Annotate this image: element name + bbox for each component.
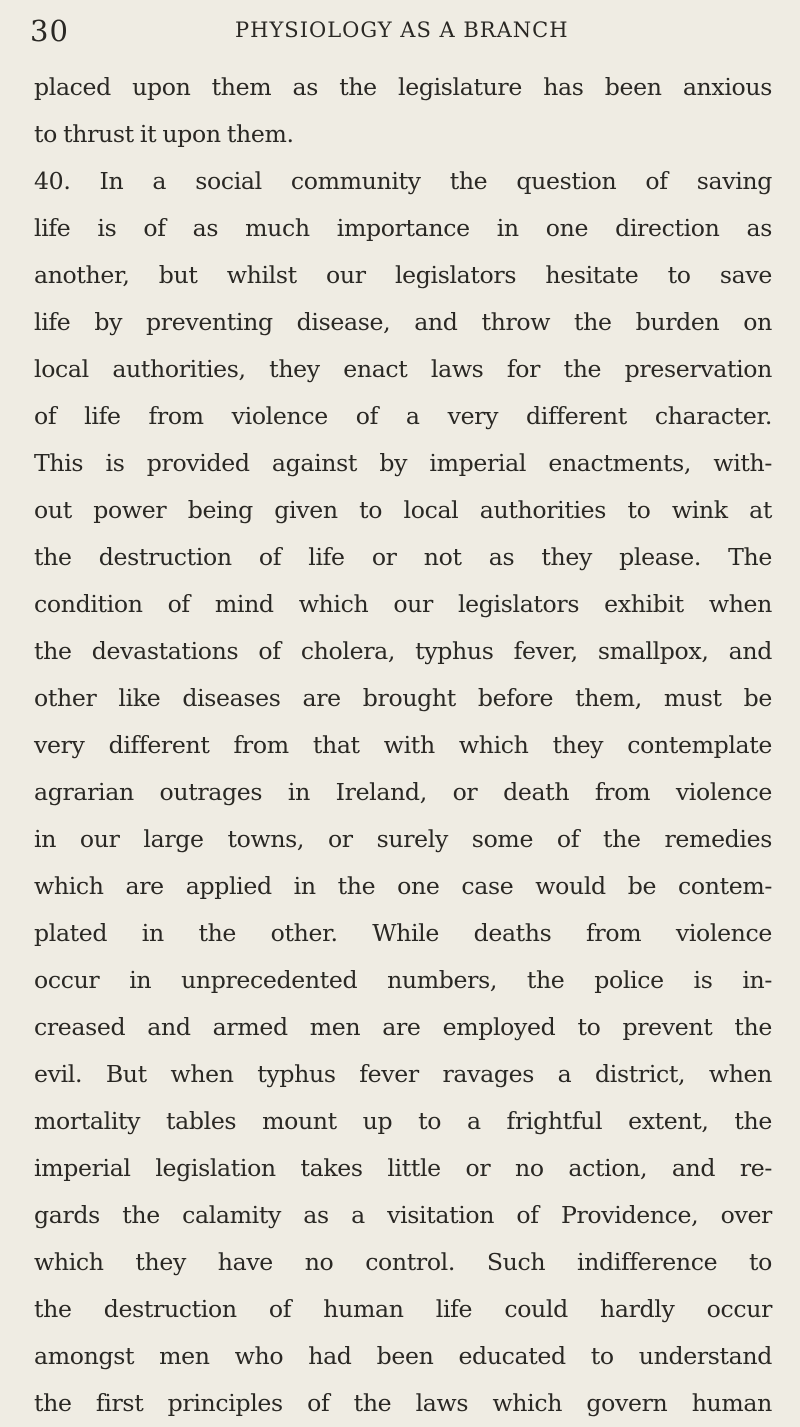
text-line: amongst men who had been educated to understand [34,1342,772,1370]
text-line: which they have no control. Such indifference to [34,1248,772,1276]
text-line: of life from violence of a very different character. [34,402,772,430]
text-line: creased and armed men are employed to prevent the [34,1013,772,1041]
running-head: PHYSIOLOGY AS A BRANCH [235,18,569,42]
text-line: very different from that with which they contemplate [34,731,772,759]
text-line: the destruction of life or not as they please. The [34,543,772,571]
text-line: another, but whilst our legislators hesitate to save [34,261,772,289]
text-line: occur in unprecedented numbers, the police is in- [34,966,772,994]
text-line: life by preventing disease, and throw the burden on [34,308,772,336]
text-line: agrarian outrages in Ireland, or death from violence [34,778,772,806]
text-line: evil. But when typhus fever ravages a district, when [34,1060,772,1088]
page-header [30,14,770,54]
text-line: the destruction of human life could hardly occur [34,1295,772,1323]
text-line: in our large towns, or surely some of the remedies [34,825,772,853]
text-line: local authorities, they enact laws for the preservation [34,355,772,383]
body-text [34,64,772,1427]
text-line: mortality tables mount up to a frightful extent, the [34,1107,772,1135]
text-line: to thrust it upon them. [34,120,294,148]
text-line: the devastations of cholera, typhus fever, smallpox, and [34,637,772,665]
text-line: life is of as much importance in one direction as [34,214,772,242]
text-line: which are applied in the one case would be contem- [34,872,772,900]
text-line: out power being given to local authorities to wink at [34,496,772,524]
text-line: plated in the other. While deaths from violence [34,919,772,947]
text-line: other like diseases are brought before them, must be [34,684,772,712]
text-line: placed upon them as the legislature has been anxious [34,73,772,101]
text-line: This is provided against by imperial enactments, with- [34,449,772,477]
text-line: the first principles of the laws which govern human [34,1389,772,1417]
text-line: 40. In a social community the question of saving [34,167,772,195]
text-line: gards the calamity as a visitation of Providence, over [34,1201,772,1229]
page-number: 30 [30,14,69,48]
text-line: condition of mind which our legislators exhibit when [34,590,772,618]
text-line: imperial legislation takes little or no action, and re- [34,1154,772,1182]
